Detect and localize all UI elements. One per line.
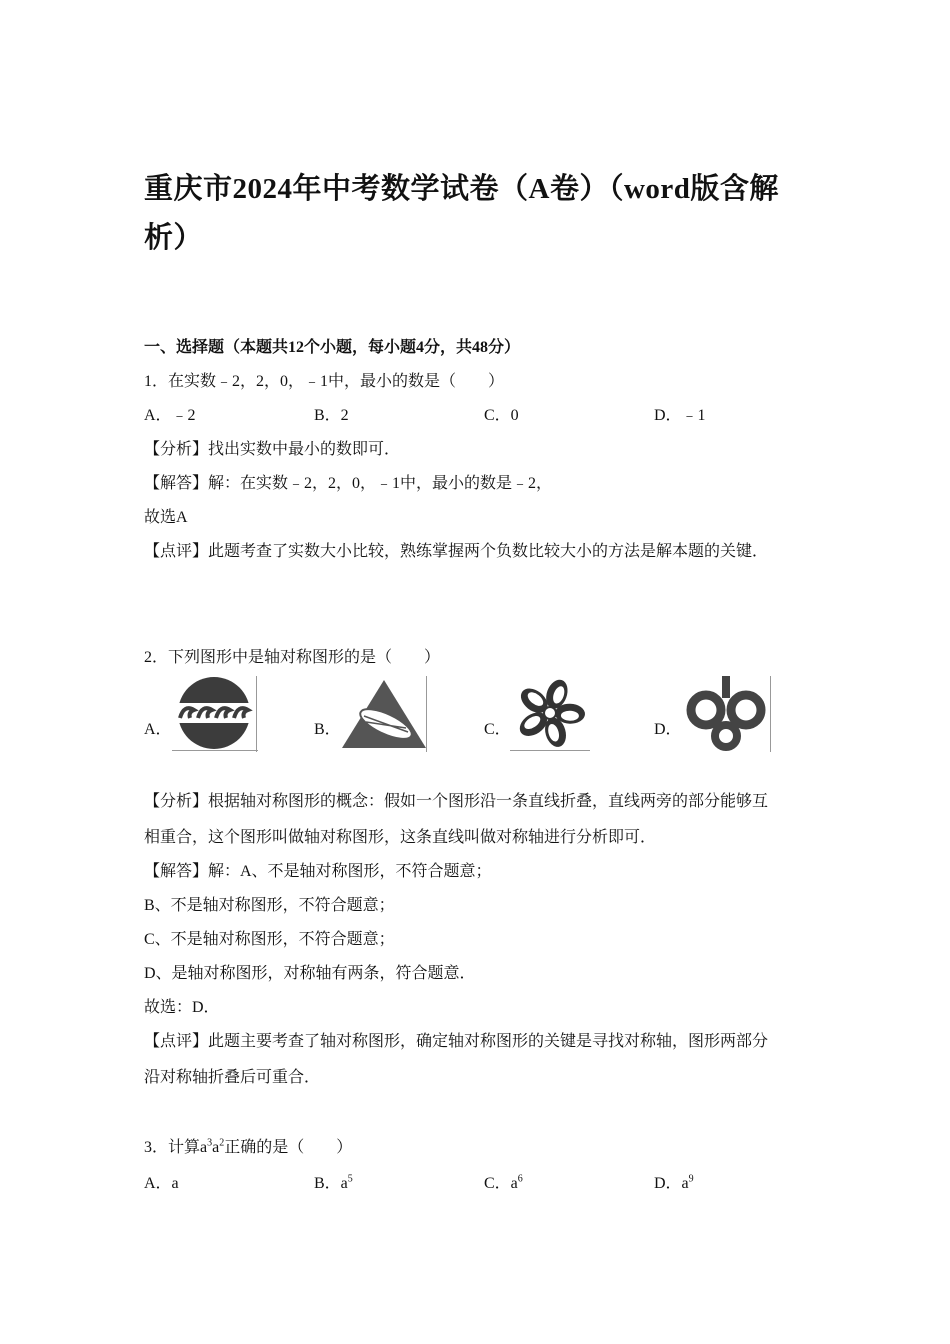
q3-question <box>144 1134 352 1157</box>
q3-question-prefix: 3．计算a <box>144 1139 208 1156</box>
q3-question-mid: a <box>212 1139 220 1156</box>
q1-option-d: D．﹣1 <box>654 407 706 424</box>
q2-answer-line4: D、是轴对称图形，对称轴有两条，符合题意． <box>144 965 476 982</box>
document-title-line2: 析） <box>144 222 204 254</box>
q2-analysis-line1: 【分析】根据轴对称图形的概念：假如一个图形沿一条直线折叠，直线两旁的部分能够互 <box>144 793 769 810</box>
q3-option-c-exp: 6 <box>517 1173 523 1185</box>
q3-option-b-exp: 5 <box>347 1173 353 1185</box>
q3-option-b-label: B．a <box>314 1175 348 1192</box>
q2-option-d-label: D． <box>654 721 682 738</box>
q3-exponent-1: 3 <box>207 1137 213 1149</box>
q3-option-d-label: D．a <box>654 1175 689 1192</box>
triangle-leaf-icon <box>340 676 428 752</box>
q3-option-c-label: C．a <box>484 1175 518 1192</box>
q2-option-a-label: A． <box>144 721 172 738</box>
q2-answer-line1: 【解答】解：A、不是轴对称图形，不符合题意； <box>144 863 492 880</box>
q2-question: 2．下列图形中是轴对称图形的是（ ） <box>144 649 441 666</box>
section-heading: 一、选择题（本题共12个小题，每小题4分，共48分） <box>144 339 521 356</box>
three-rings-icon <box>680 676 772 752</box>
q2-comment-line1: 【点评】此题主要考查了轴对称图形，确定轴对称图形的关键是寻找对称轴，图形两部分 <box>144 1033 769 1050</box>
q2-answer-line3: C、不是轴对称图形，不符合题意； <box>144 931 395 948</box>
q2-answer-line2: B、不是轴对称图形，不符合题意； <box>144 897 395 914</box>
q2-choice: 故选：D． <box>144 999 220 1016</box>
q2-option-c-label: C． <box>484 721 511 738</box>
q3-exponent-2: 2 <box>219 1137 225 1149</box>
q1-analysis: 【分析】找出实数中最小的数即可． <box>144 441 401 458</box>
q1-question: 1．在实数﹣2，2，0，﹣1中，最小的数是（ ） <box>144 373 505 390</box>
q1-comment: 【点评】此题考查了实数大小比较，熟练掌握两个负数比较大小的方法是解本题的关键． <box>144 543 769 560</box>
document-title-line1: 重庆市2024年中考数学试卷（A卷）（word版含解 <box>144 173 779 205</box>
q3-option-d <box>654 1170 694 1193</box>
q1-choice: 故选A <box>144 509 188 526</box>
q3-question-suffix: 正确的是（ ） <box>224 1139 353 1156</box>
q2-comment-line2: 沿对称轴折叠后可重合． <box>144 1069 321 1086</box>
swirl-flower-icon <box>510 676 590 752</box>
q2-analysis-line2: 相重合，这个图形叫做轴对称图形，这条直线叫做对称轴进行分析即可． <box>144 829 657 846</box>
q3-option-b <box>314 1170 353 1193</box>
q3-option-d-exp: 9 <box>688 1173 694 1185</box>
q2-option-b-label: B． <box>314 721 341 738</box>
q3-option-a-label: A．a <box>144 1175 179 1192</box>
q3-option-a <box>144 1170 179 1193</box>
wave-circle-icon <box>172 676 258 752</box>
q1-option-a: A．﹣2 <box>144 407 196 424</box>
q3-option-c <box>484 1170 523 1193</box>
q1-option-b: B．2 <box>314 407 349 424</box>
q1-option-c: C．0 <box>484 407 519 424</box>
q1-answer: 【解答】解：在实数﹣2，2，0，﹣1中，最小的数是﹣2， <box>144 475 553 492</box>
